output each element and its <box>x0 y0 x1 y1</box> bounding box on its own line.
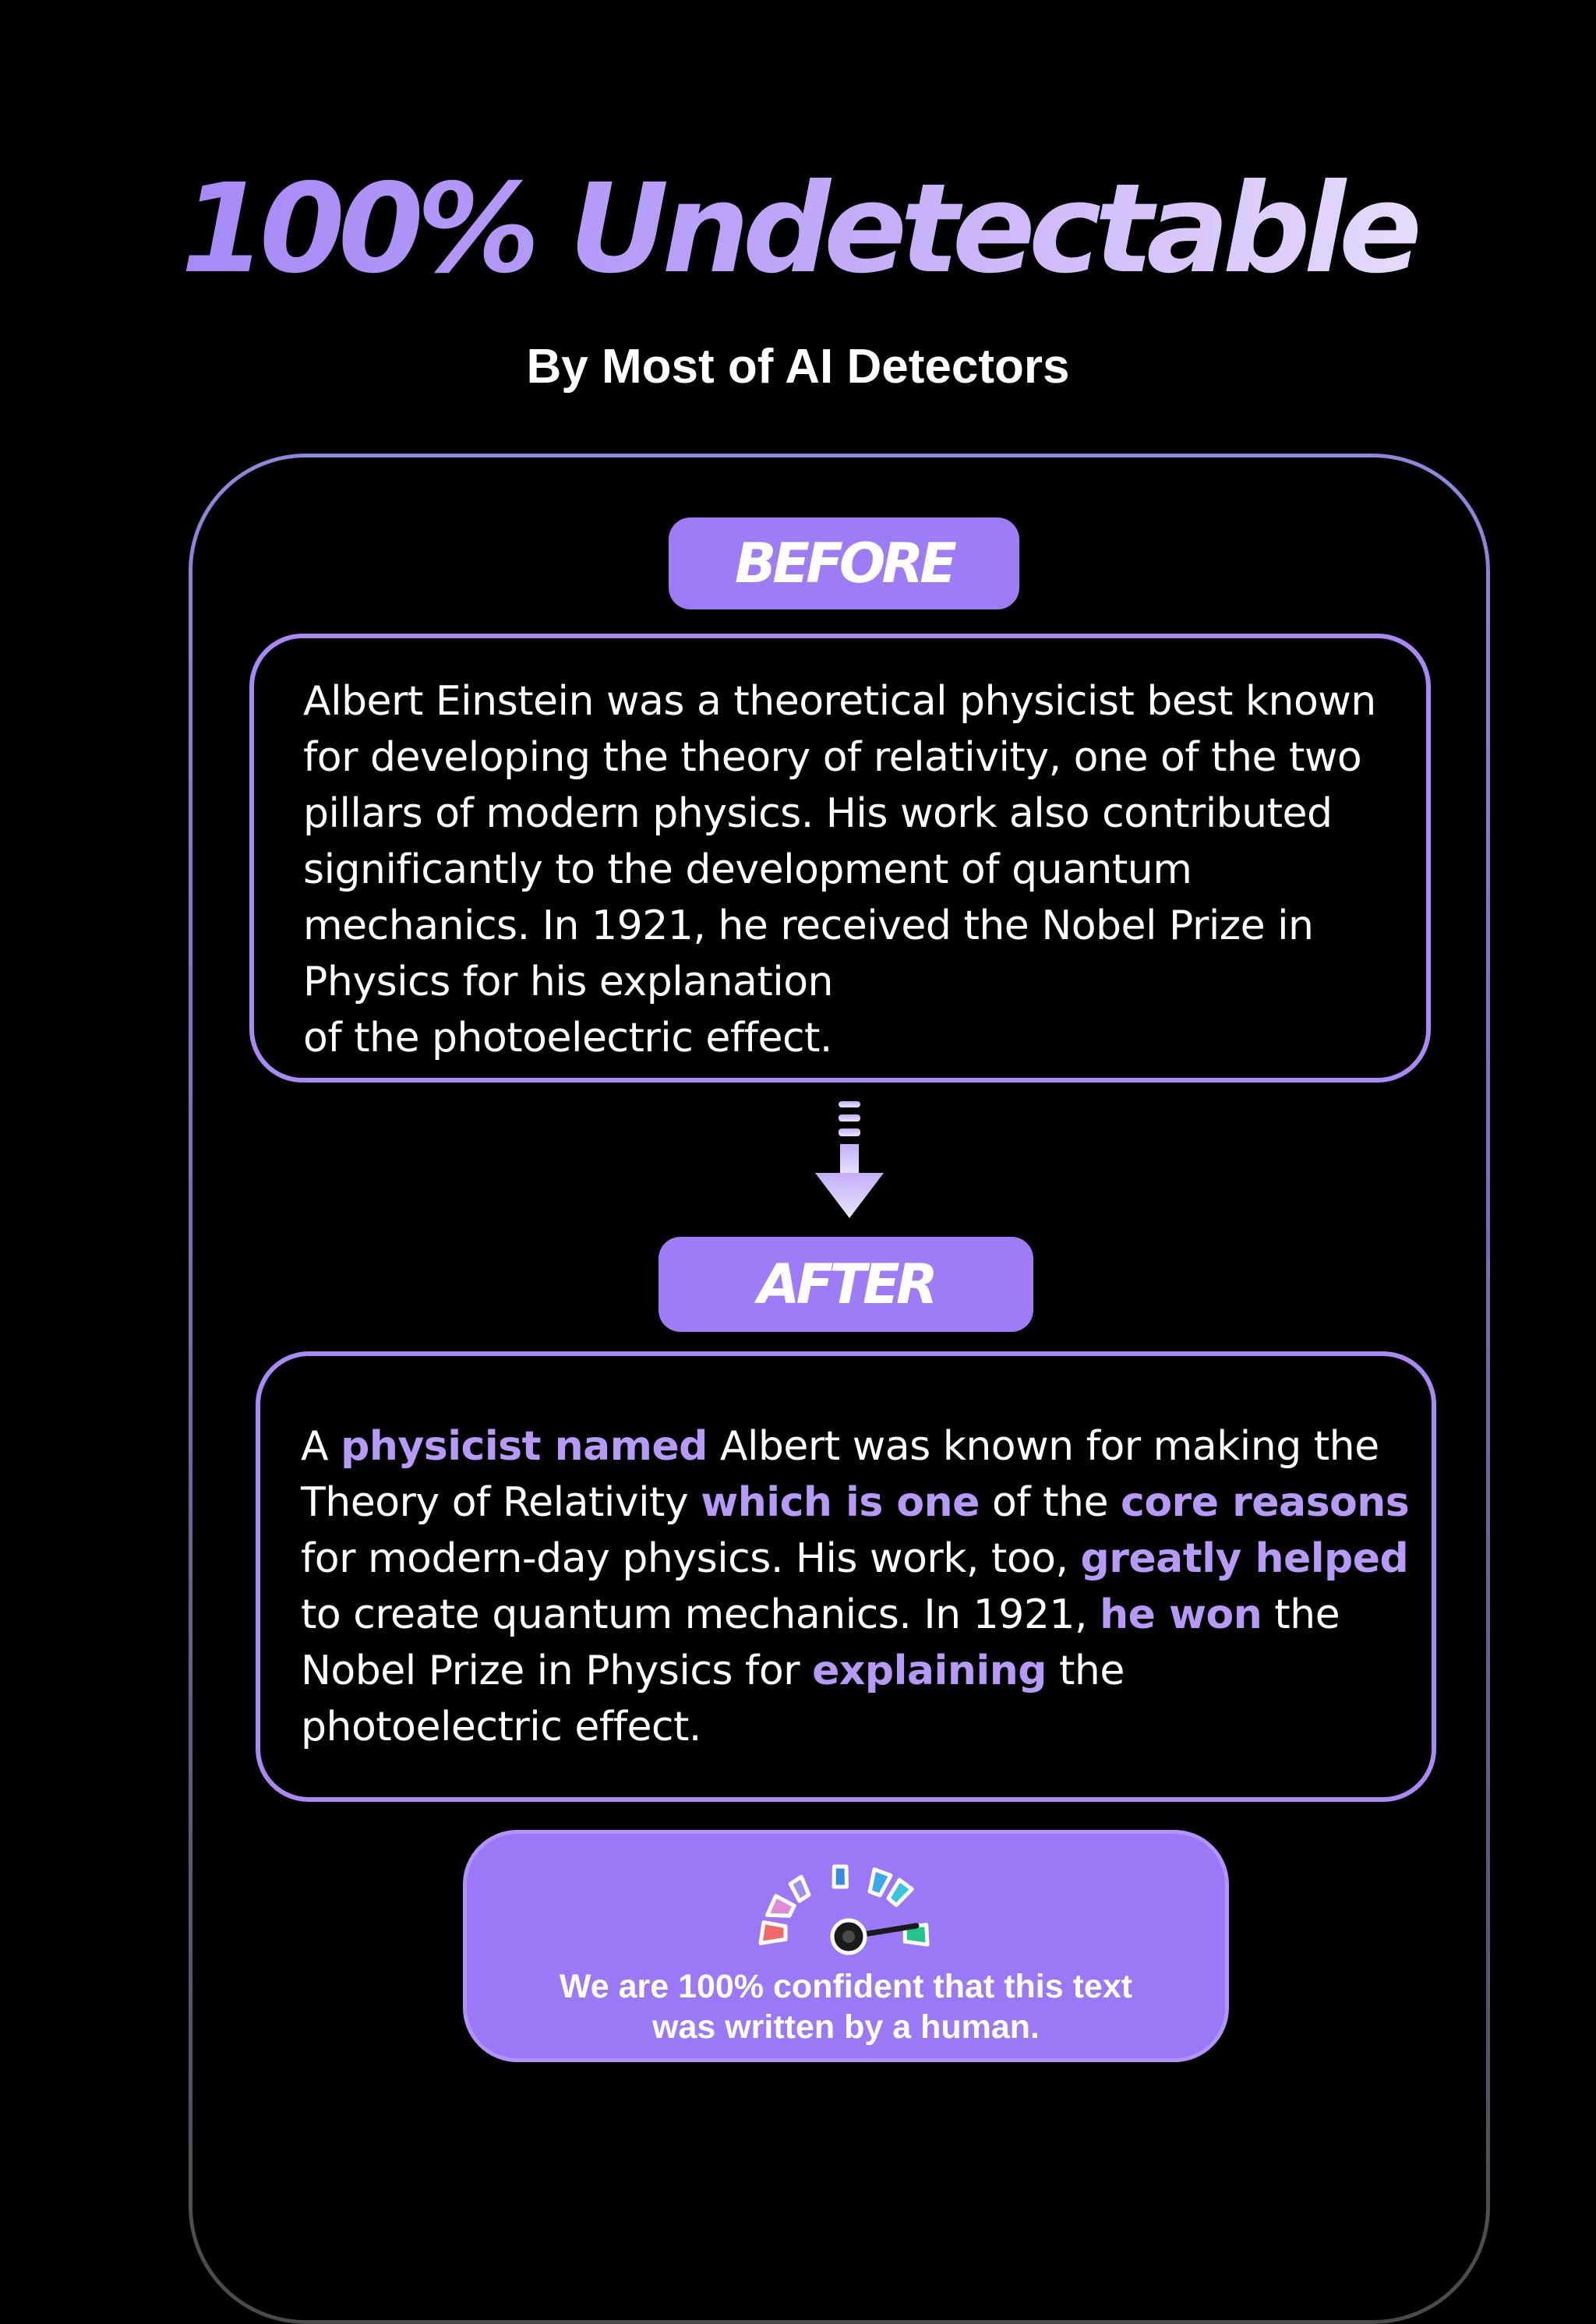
before-text-line: mechanics. In 1921, he received the Nobel Prize in <box>303 902 1314 949</box>
detector-result-card <box>463 1830 1229 2062</box>
after-text-line: Nobel Prize in Physics for explaining the <box>301 1648 1125 1694</box>
after-label: AFTER <box>659 1237 1033 1332</box>
before-text-box <box>249 634 1431 1083</box>
highlighted-phrase: which is one <box>701 1479 980 1526</box>
detector-result-text: We are 100% confident that this text was written by a human. <box>559 1968 1133 2046</box>
after-text-line: photoelectric effect. <box>301 1704 701 1750</box>
highlighted-phrase: he won <box>1100 1591 1262 1638</box>
arrow-down-icon <box>810 1101 888 1222</box>
page-title: 100% Undetectable <box>0 168 1596 291</box>
before-label: BEFORE <box>669 517 1019 609</box>
highlighted-phrase: explaining <box>812 1648 1047 1694</box>
after-text-line: A physicist named Albert was known for making the <box>301 1423 1379 1470</box>
highlighted-phrase: physicist named <box>341 1423 708 1470</box>
before-text-line: for developing the theory of relativity, one of the two <box>303 734 1362 781</box>
page-subtitle: By Most of AI Detectors <box>526 340 1070 394</box>
before-text-line: of the photoelectric effect. <box>303 1015 832 1061</box>
speedometer-gauge-icon <box>755 1843 958 1960</box>
after-text-line: Theory of Relativity which is one of the core reasons <box>301 1479 1410 1526</box>
before-text-line: Physics for his explanation <box>303 959 833 1005</box>
before-text-line: Albert Einstein was a theoretical physicist best known <box>303 678 1376 725</box>
after-text-box <box>256 1351 1436 1802</box>
after-text-line: to create quantum mechanics. In 1921, he won the <box>301 1591 1340 1638</box>
highlighted-phrase: core reasons <box>1121 1479 1410 1526</box>
highlighted-phrase: greatly helped <box>1080 1535 1409 1582</box>
before-text-line: significantly to the development of quantum <box>303 846 1192 893</box>
before-text-line: pillars of modern physics. His work also contributed <box>303 790 1333 837</box>
after-text-line: for modern-day physics. His work, too, greatly helped <box>301 1535 1409 1582</box>
